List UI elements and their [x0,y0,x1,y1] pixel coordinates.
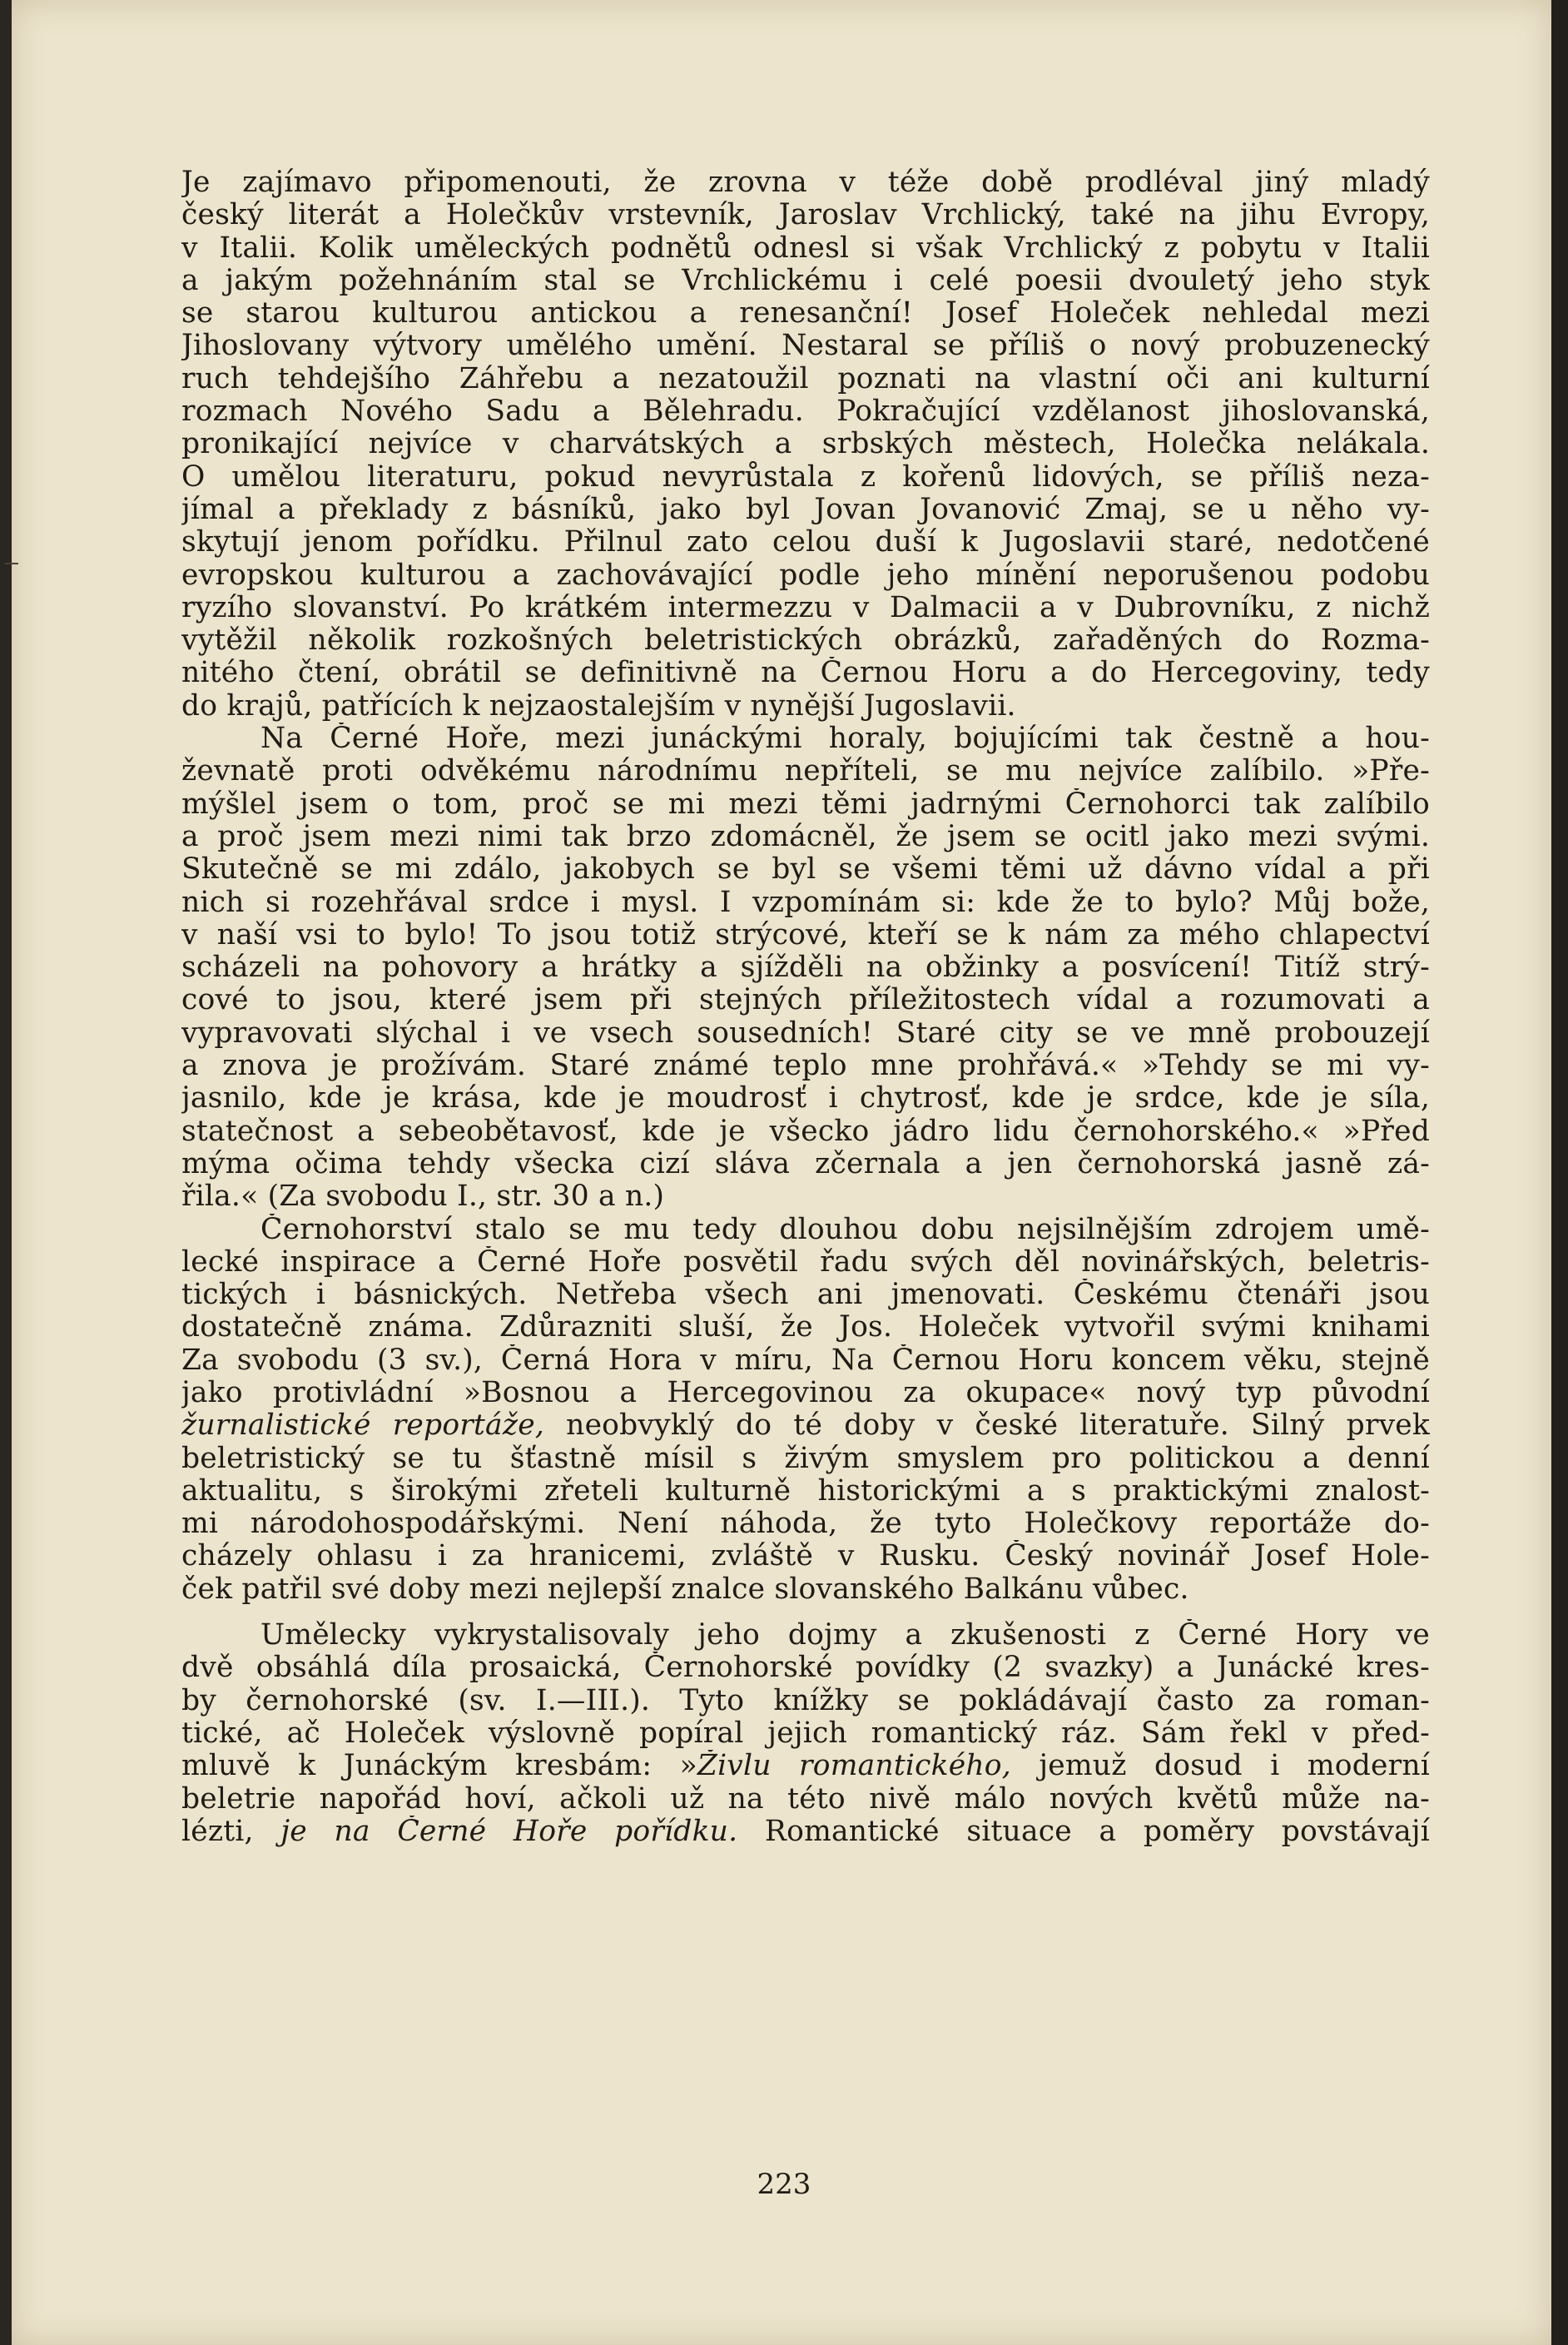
text-line: Jihoslovany výtvory umělého umění. Nestaral se příliš o nový probuzenecký [181,330,1430,363]
paragraph [181,1214,1430,1607]
text-line: Umělecky vykrystalisovaly jeho dojmy a zkušenosti z Černé Hory ve [261,1619,1430,1652]
text-line: beletrie napořád hoví, ačkoli už na této nivě málo nových květů může na- [181,1782,1430,1816]
text-line: Skutečně se mi zdálo, jakobych se byl se všemi těmi už dávno vídal a při [181,853,1430,887]
text-line: v Italii. Kolik uměleckých podnětů odnesl si však Vrchlický z pobytu v Italii [181,231,1430,265]
text-line: by černohorské (sv. I.—III.). Tyto knížky se pokládávají často za roman- [181,1684,1430,1717]
text-line: beletristický se tu šťastně mísil s živým smyslem pro politickou a denní [181,1442,1430,1475]
paragraph [181,723,1430,1213]
paragraph-gap [181,1606,1430,1619]
text-line: do krajů, patřících k nejzaostalejším v nynější Jugoslavii. [181,689,1016,723]
text-line: cové to jsou, které jsem při stejných příležitostech vídal a rozumovati a [181,984,1430,1017]
text-line: český literát a Holečkův vrstevník, Jaroslav Vrchlický, také na jihu Evropy, [181,199,1430,232]
emphasis: žurnalistické reportáže, [181,1409,544,1443]
text-line: mýma očima tehdy všecka cizí sláva zčernala a jen černohorská jasně zá- [181,1147,1430,1180]
text-line: řila.« (Za svobodu I., str. 30 a n.) [181,1180,665,1214]
text-line: aktualitu, s širokými zřeteli kulturně historickými a s praktickými znalost- [181,1474,1430,1508]
text-line: nitého čtení, obrátil se definitivně na Černou Horu a do Hercegoviny, tedy [181,657,1430,690]
text-line: ček patřil své doby mezi nejlepší znalce slovanského Balkánu vůbec. [181,1572,1189,1606]
page-number: 223 [757,2168,811,2201]
text-line: žurnalistické reportáže, neobvyklý do té doby v české literatuře. Silný prvek [181,1409,1430,1443]
text-line: mluvě k Junáckým kresbám: »Živlu romantického, jemuž dosud i moderní [181,1750,1430,1783]
text-line: Za svobodu (3 sv.), Černá Hora v míru, Na Černou Horu koncem věku, stejně [181,1344,1430,1377]
text-line: Je zajímavo připomenouti, že zrovna v téže době prodléval jiný mladý [181,166,1430,199]
text-line: ryzího slovanství. Po krátkém intermezzu v Dalmacii a v Dubrovníku, z nichž [181,591,1430,624]
text-line: vytěžil několik rozkošných beletristických obrázků, zařaděných do Rozma- [181,624,1430,658]
text-line: jako protivládní »Bosnou a Hercegovinou za okupace« nový typ původní [181,1376,1430,1409]
paragraph [181,1619,1430,1848]
text-line: lézti, je na Černé Hoře pořídku. Romantické situace a poměry povstávají [181,1815,1430,1848]
emphasis: je na Černé Hoře pořídku. [280,1815,738,1848]
text-line: jasnilo, kde je krása, kde je moudrosť i chytrosť, kde je srdce, kde je síla, [181,1082,1430,1115]
text-line: a proč jsem mezi nimi tak brzo zdomácněl, že jsem se ocitl jako mezi svými. [181,820,1430,853]
text-line: Černohorství stalo se mu tedy dlouhou dobu nejsilnějším zdrojem umě- [261,1213,1430,1246]
scan-right-edge [1551,0,1568,2345]
body-text [181,166,1430,1848]
text-line: skytují jenom pořídku. Přilnul zato celou duší k Jugoslavii staré, nedotčené [181,526,1430,559]
text-line: tických i básnických. Netřeba všech ani jmenovati. Českému čtenáři jsou [181,1279,1430,1312]
paragraph [181,166,1430,723]
text-line: mýšlel jsem o tom, proč se mi mezi těmi jadrnými Černohorci tak zalíbilo [181,787,1430,821]
text-line: scházeli na pohovory a hrátky a sjížděli na obžinky a posvícení! Titíž strý- [181,951,1430,985]
text-line: Na Černé Hoře, mezi junáckými horaly, bojujícími tak čestně a hou- [261,723,1430,756]
text-line: cházely ohlasu i za hranicemi, zvláště v Rusku. Český novinář Josef Hole- [181,1540,1430,1573]
text-line: vypravovati slýchal i ve vsech sousedních! Staré city se ve mně probouzejí [181,1016,1430,1050]
scan-left-edge [0,0,12,2345]
text-line: statečnost a sebeobětavosť, kde je všecko jádro lidu černohorského.« »Před [181,1115,1430,1148]
text-line: a jakým požehnáním stal se Vrchlickému i celé poesii dvouletý jeho styk [181,264,1430,297]
text-line: a znova je prožívám. Staré známé teplo mne prohřává.« »Tehdy se mi vy- [181,1050,1430,1083]
text-line: v naší vsi to bylo! To jsou totiž strýcové, kteří se k nám za mého chlapectví [181,918,1430,951]
text-line: jímal a překlady z básníků, jako byl Jovan Jovanović Zmaj, se u něho vy- [181,493,1430,526]
text-line: evropskou kulturou a zachovávající podle jeho mínění neporušenou podobu [181,559,1430,592]
text-line: lecké inspirace a Černé Hoře posvětil řadu svých děl novinářských, beletris- [181,1245,1430,1279]
text-line: tické, ač Holeček výslovně popíral jejich romantický ráz. Sám řekl v před- [181,1717,1430,1750]
text-line: mi národohospodářskými. Není náhoda, že tyto Holečkovy reportáže do- [181,1508,1430,1541]
text-line: rozmach Nového Sadu a Bělehradu. Pokračující vzdělanost jihoslovanská, [181,395,1430,429]
text-line: nich si rozehřával srdce i mysl. I vzpomínám si: kde že to bylo? Můj bože, [181,886,1430,919]
text-line: dvě obsáhlá díla prosaická, Černohorské povídky (2 svazky) a Junácké kres- [181,1652,1430,1685]
text-line: dostatečně známa. Zdůrazniti sluší, že Jos. Holeček vytvořil svými knihami [181,1311,1430,1344]
margin-mark [5,563,18,564]
text-line: ruch tehdejšího Záhřebu a nezatoužil poznati na vlastní oči ani kulturní [181,362,1430,395]
emphasis: Živlu romantického, [697,1750,1011,1783]
text-line: pronikající nejvíce v charvátských a srbských městech, Holečka nelákala. [181,428,1430,461]
text-line: se starou kulturou antickou a renesanční! Josef Holeček nehledal mezi [181,297,1430,330]
text-line: ževnatě proti odvěkému národnímu nepříteli, se mu nejvíce zalíbilo. »Pře- [181,755,1430,788]
text-line: O umělou literaturu, pokud nevyrůstala z kořenů lidových, se příliš neza- [181,460,1430,494]
